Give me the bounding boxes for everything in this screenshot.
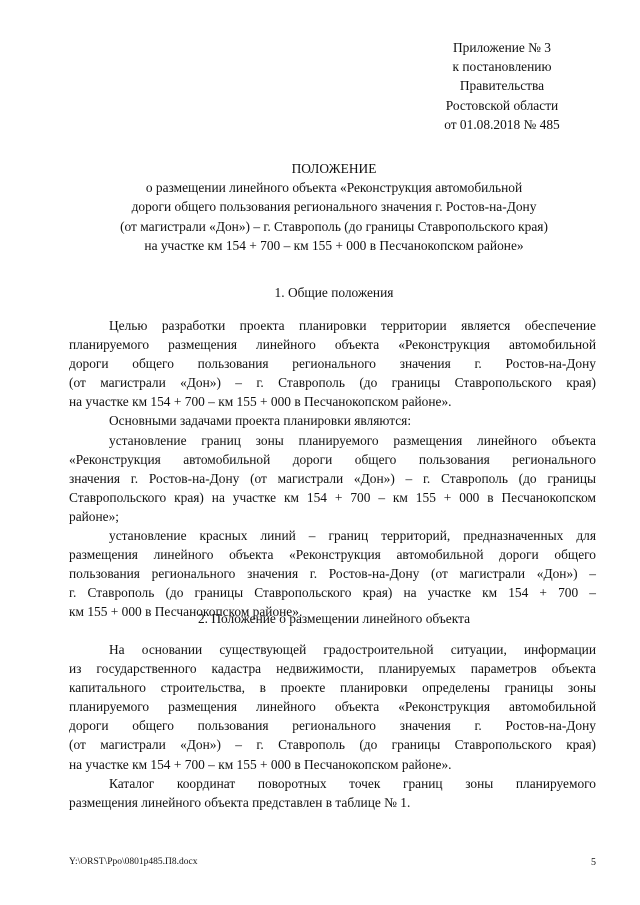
title-line: о размещении линейного объекта «Реконструкция автомобильной — [145, 180, 523, 196]
paragraph-line: районе»; — [69, 508, 120, 524]
paragraph-line: капитального строительства, в проекте планировки определены границы зоны — [69, 680, 596, 696]
paragraph-line: Каталог координат поворотных точек границ зоны планируемого — [109, 775, 596, 791]
appendix-line: Ростовской области — [445, 97, 559, 113]
title-line: (от магистрали «Дон») – г. Ставрополь (до границы Ставропольского края) — [120, 218, 548, 234]
paragraph-line: из государственного кадастра недвижимости, планируемых параметров объекта — [69, 661, 596, 677]
paragraph-line: дороги общего пользования регионального значения г. Ростов-на-Дону — [69, 356, 596, 372]
appendix-line: Приложение № 3 — [452, 40, 552, 55]
paragraph-line: установление границ зоны планируемого размещения линейного объекта — [109, 432, 596, 448]
paragraph-line: Основными задачами проекта планировки являются: — [109, 413, 412, 429]
paragraph-line: км 155 + 000 в Песчанокопском районе». — [69, 604, 303, 620]
appendix-line: к постановлению — [452, 59, 552, 75]
paragraph-line: г. Ставрополь (до границы Ставропольского края) на участке км 154 + 700 – — [69, 585, 596, 601]
paragraph-line: (от магистрали «Дон») – г. Ставрополь (до границы Ставропольского края) — [69, 375, 596, 391]
paragraph-line: планируемого размещения линейного объекта «Реконструкция автомобильной — [69, 699, 596, 715]
title-heading: ПОЛОЖЕНИЕ — [291, 161, 377, 176]
paragraph-line: значения г. Ростов-на-Дону (от магистрали «Дон») – г. Ставрополь (до границы — [69, 470, 596, 486]
paragraph-line: размещения линейного объекта представлен в таблице № 1. — [69, 794, 411, 810]
paragraph-line: (от магистрали «Дон») – г. Ставрополь (до границы Ставропольского края) — [69, 737, 596, 753]
paragraph-line: на участке км 154 + 700 – км 155 + 000 в Песчанокопском районе». — [69, 756, 452, 772]
section-1-body — [69, 316, 596, 622]
paragraph-line: пользования регионального значения г. Ростов-на-Дону (от магистрали «Дон») – — [69, 566, 596, 582]
paragraph-line: «Реконструкция автомобильной дороги общего пользования регионального — [69, 451, 596, 467]
section-2-body — [69, 640, 596, 812]
title-line: на участке км 154 + 700 – км 155 + 000 в Песчанокопском районе» — [144, 237, 524, 253]
paragraph-line: дороги общего пользования регионального значения г. Ростов-на-Дону — [69, 718, 596, 734]
paragraph-line: На основании существующей градостроительной ситуации, информации — [109, 642, 596, 657]
paragraph-line: Целью разработки проекта планировки территории является обеспечение — [109, 318, 596, 333]
paragraph-line: Ставропольского края) на участке км 154 + 700 – км 155 + 000 в Песчанокопском — [69, 489, 596, 505]
appendix-line: от 01.08.2018 № 485 — [444, 116, 560, 132]
footer-file-path: Y:\ORST\Ppo\0801p485.П8.docx — [69, 857, 198, 867]
document-title — [64, 159, 604, 255]
section-1-heading: 1. Общие положения — [274, 285, 394, 300]
page-number: 5 — [591, 857, 596, 868]
appendix-block — [400, 38, 604, 134]
paragraph-line: размещения линейного объекта «Реконструкция автомобильной дороги общего — [69, 547, 596, 563]
paragraph-line: установление красных линий – границ территорий, предназначенных для — [109, 528, 596, 544]
appendix-line: Правительства — [459, 78, 545, 94]
paragraph-line: на участке км 154 + 700 – км 155 + 000 в Песчанокопском районе». — [69, 394, 452, 410]
paragraph-line: планируемого размещения линейного объекта «Реконструкция автомобильной — [69, 337, 596, 353]
title-line: дороги общего пользования регионального значения г. Ростов-на-Дону — [131, 199, 537, 215]
section-2-heading: 2. Положение о размещении линейного объекта — [197, 611, 471, 626]
